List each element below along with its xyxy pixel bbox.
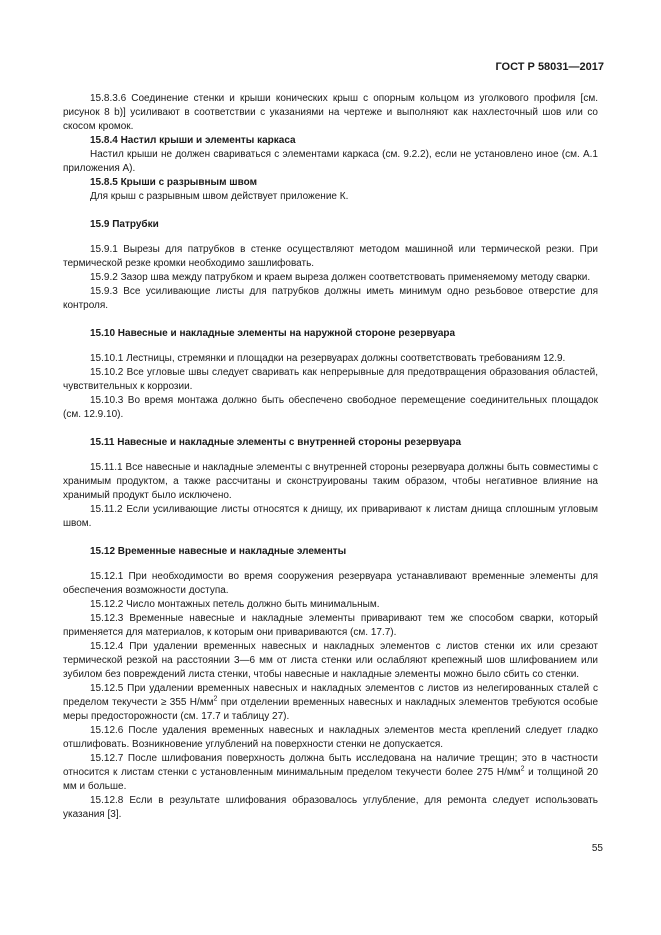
- section-heading: 15.11 Навесные и накладные элементы с внутренней стороны резервуара: [90, 437, 462, 448]
- paragraph: 15.12.3 Временные навесные и накладные элементы приваривают тем же способом сварки, который применяется для материалов, к которым они привариваются (см. 17.7).: [63, 613, 598, 638]
- document-id: ГОСТ Р 58031—2017: [495, 61, 604, 73]
- paragraph: 15.10.3 Во время монтажа должно быть обеспечено свободное перемещение соединительных площадок (см. 12.9.10).: [63, 395, 598, 420]
- paragraph: 15.10.1 Лестницы, стремянки и площадки на резервуарах должны соответствовать требованиям 12.9.: [90, 353, 566, 364]
- paragraph: 15.12.6 После удаления временных навесных и накладных элементов места креплений следует гладко отшлифовать. Возникновение углублений на поверхности стенки не допускается.: [63, 725, 598, 750]
- text-run: 15.12.7 После шлифования поверхность должна быть исследована на наличие трещин; это в частности относится к листам стенки с установленным минимальным пределом текучести более 275 Н/мм: [63, 753, 598, 778]
- paragraph: [63, 682, 598, 724]
- paragraph: 15.11.2 Если усиливающие листы относятся к днищу, их приваривают к листам днища сплошным угловым швом.: [63, 504, 598, 529]
- paragraph: [63, 752, 598, 794]
- paragraph: 15.12.4 При удалении временных навесных и накладных элементов с листов стенки их или срезают термической резкой на расстоянии 3—6 мм от листа стенки или ослабляют крепежный шов шлифованием или зубилом без повреждений листа стенки, чтобы навесные и накладные элементы можно было сбить со стенки.: [63, 641, 598, 680]
- paragraph: Для крыш с разрывным швом действует приложение К.: [90, 191, 349, 202]
- superscript: 2: [213, 695, 218, 703]
- paragraph: 15.9.1 Вырезы для патрубков в стенке осуществляют методом машинной или термической резки. При термической резке кромки необходимо зашлифовать.: [63, 244, 598, 269]
- section-heading: 15.10 Навесные и накладные элементы на наружной стороне резервуара: [90, 328, 456, 339]
- superscript: 2: [520, 765, 525, 773]
- paragraph: 15.12.8 Если в результате шлифования образовалось углубление, для ремонта следует использовать указания [3].: [63, 795, 598, 820]
- paragraph: 15.10.2 Все угловые швы следует сваривать как непрерывные для предотвращения образования областей, чувствительных к коррозии.: [63, 367, 598, 392]
- subsection-heading: 15.8.4 Настил крыши и элементы каркаса: [90, 135, 296, 146]
- subsection-heading: 15.8.5 Крыши с разрывным швом: [90, 177, 257, 188]
- section-heading: 15.9 Патрубки: [90, 219, 159, 230]
- paragraph: 15.9.2 Зазор шва между патрубком и краем выреза должен соответствовать применяемому методу сварки.: [90, 272, 591, 283]
- page-body: [63, 92, 598, 822]
- paragraph: 15.12.2 Число монтажных петель должно быть минимальным.: [90, 599, 380, 610]
- section-heading: 15.12 Временные навесные и накладные элементы: [90, 546, 347, 557]
- paragraph: Настил крыши не должен свариваться с элементами каркаса (см. 9.2.2), если не установлено иное (см. А.1 приложения А).: [63, 149, 598, 174]
- paragraph: 15.9.3 Все усиливающие листы для патрубков должны иметь минимум одно резьбовое отверстие для контроля.: [63, 286, 598, 311]
- text-run: 15.12.5 При удалении временных навесных и накладных элементов с листов из нелегированных сталей с пределом текучести ≥ 355 Н/мм: [63, 683, 598, 708]
- paragraph: 15.11.1 Все навесные и накладные элементы с внутренней стороны резервуара должны быть совместимы с хранимым продуктом, а также рассчитаны и сконструированы таким образом, чтобы негативное влияние на хранимый продукт было исключено.: [63, 462, 598, 501]
- page-number: 55: [591, 843, 603, 854]
- text-run: и толщиной 20 мм и больше.: [63, 767, 599, 792]
- text-run: при отделении временных навесных и накладных элементов требуются особые меры предосторожности (см. 17.7 и таблицу 27).: [63, 697, 599, 722]
- paragraph: 15.8.3.6 Соединение стенки и крыши конических крыш с опорным кольцом из уголкового профиля [см. рисунок 8 b)] усиливают в соответствии с указаниями на чертеже и выполняют как нахлесточный шов или со скосом кромок.: [63, 93, 598, 132]
- paragraph: 15.12.1 При необходимости во время сооружения резервуара устанавливают временные элементы для обеспечения возможности доступа.: [63, 571, 598, 596]
